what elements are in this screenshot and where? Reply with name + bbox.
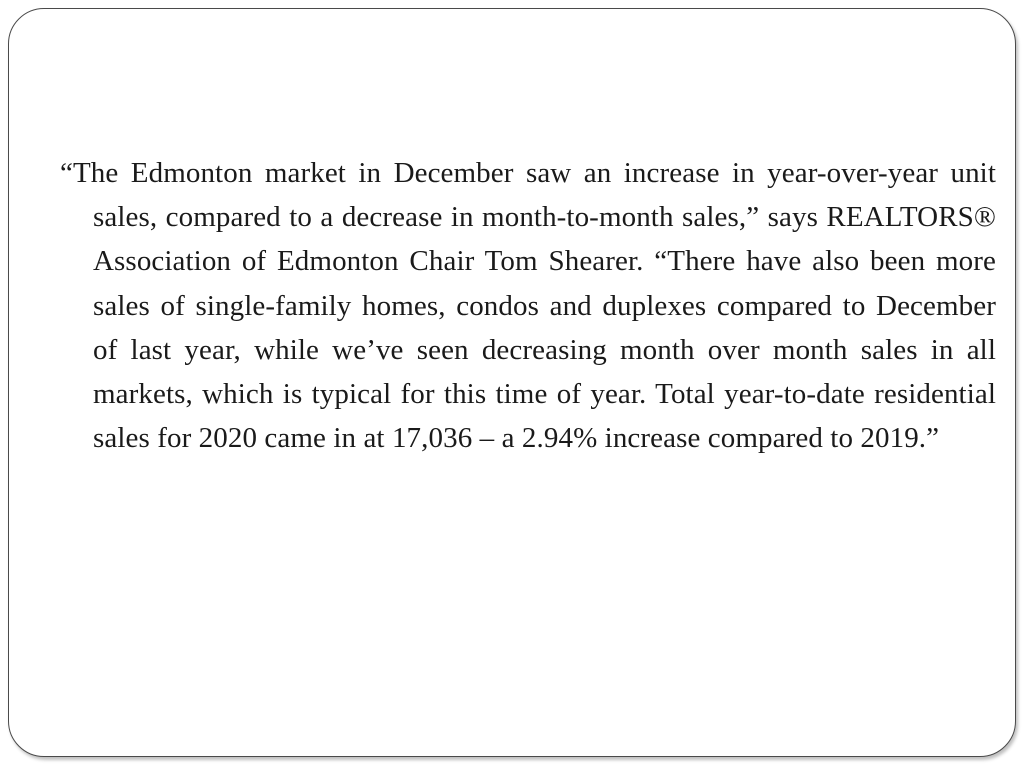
quote-paragraph: “The Edmonton market in December saw an increase in year-over-year unit sales, compared to a decrease in month-to-month sales,” says REALTORS® Association of Edmonton Chair Tom Shearer. “There have also been more sales of single-family homes, condos and duplexes compared to December of last year, while we’ve seen decreasing month over month sales in all markets, which is typical for this time of year. Total year-to-date residential sales for 2020 came in at 17,036 – a 2.94% increase compared to 2019.” bbox=[60, 157, 996, 455]
